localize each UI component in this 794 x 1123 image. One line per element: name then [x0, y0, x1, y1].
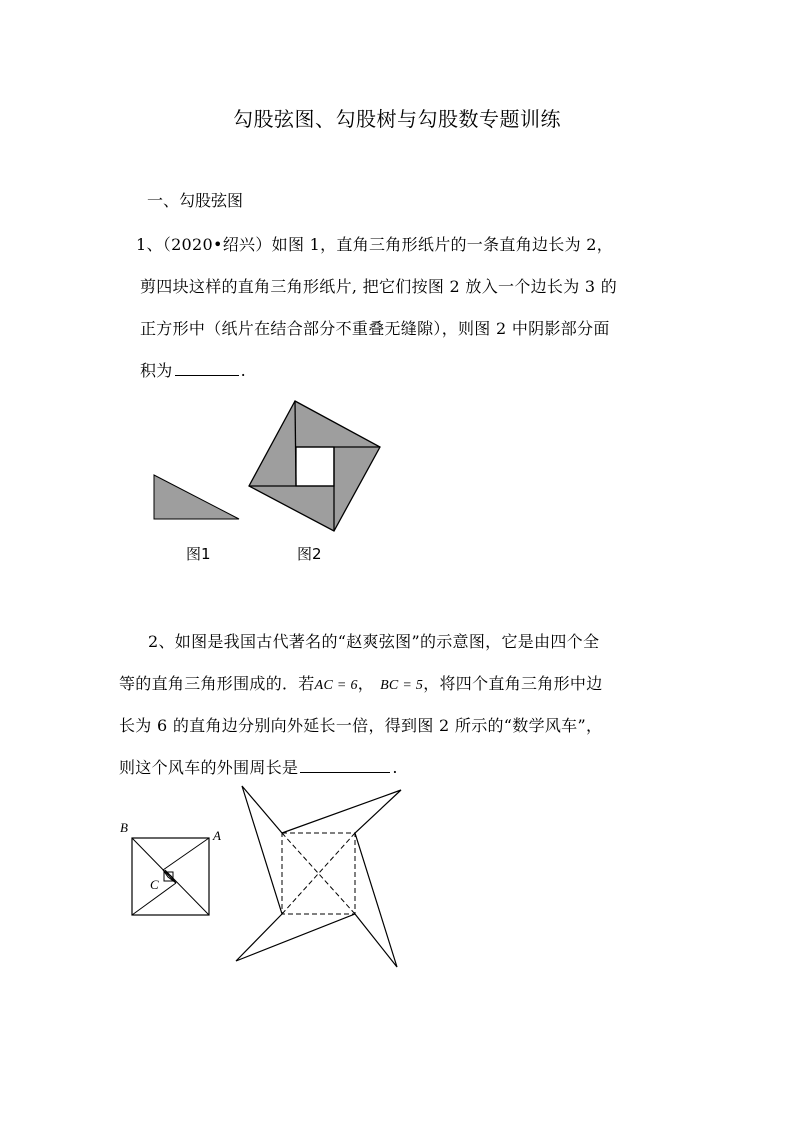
q1-period: .	[240, 361, 246, 380]
q2-line-3: 长为 6 的直角边分别向外延长一倍，得到图 2 所示的“数学风车”，	[119, 716, 603, 735]
q1-line-2: 剪四块这样的直角三角形纸片, 把它们按图 2 放入一个边长为 3 的	[140, 277, 618, 296]
equation-bc: BC = 5	[380, 678, 424, 693]
equation-ac: AC = 6	[314, 678, 358, 693]
q2-line-1: 2、如图是我国古代著名的“赵爽弦图”的示意图，它是由四个全	[148, 632, 600, 651]
q2-text-2a: 等的直角三角形围成的．若	[119, 674, 315, 693]
windmill-outline	[236, 786, 401, 967]
label-b: B	[120, 820, 128, 835]
q2-text-2b: ，将四个直角三角形中边	[423, 674, 603, 693]
q1-line-3: 正方形中（纸片在结合部分不重叠无缝隙），则图 2 中阴影部分面	[140, 319, 610, 338]
q2-sep: ，	[357, 674, 375, 693]
q2-text-4: 则这个风车的外围周长是	[119, 758, 299, 777]
q1-number: 1、	[136, 235, 163, 254]
page-title: 勾股弦图、勾股树与勾股数专题训练	[233, 107, 561, 131]
q1-text-1: （2020•绍兴）如图 1，直角三角形纸片的一条直角边长为 2，	[162, 235, 614, 254]
label-a: A	[213, 828, 221, 843]
label-c: C	[150, 877, 159, 892]
figure-1-caption: 图1	[186, 545, 211, 563]
section-heading: 一、勾股弦图	[147, 191, 244, 210]
q2-period: .	[392, 758, 398, 777]
figure-2-caption: 图2	[297, 545, 322, 563]
q1-text-4: 积为	[140, 361, 173, 380]
